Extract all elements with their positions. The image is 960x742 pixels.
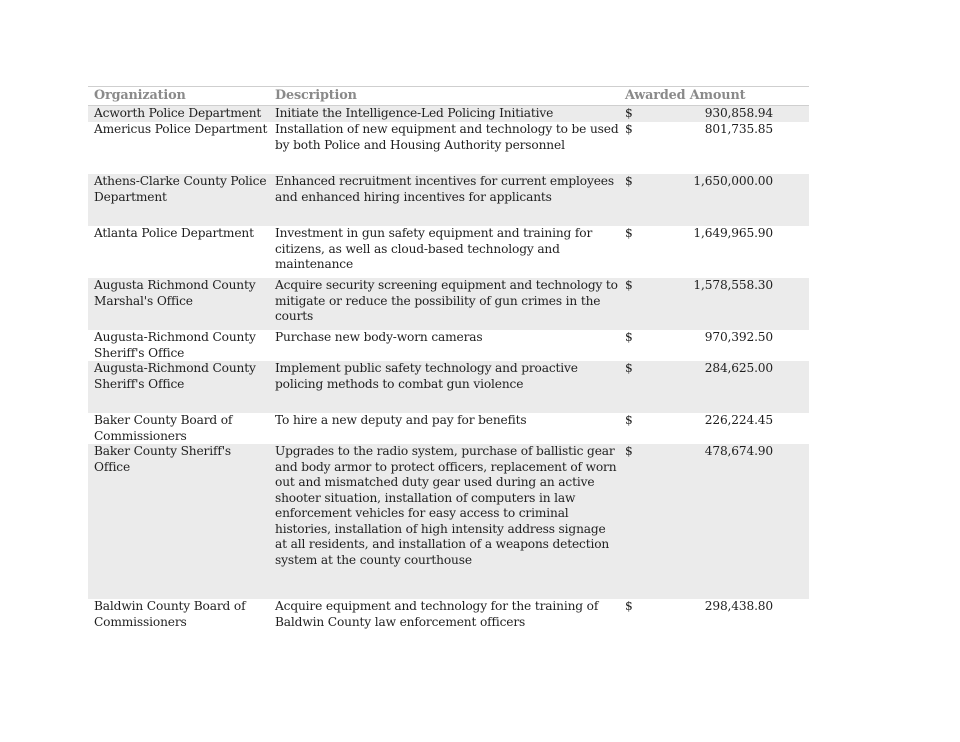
cell-description: Upgrades to the radio system, purchase of ballistic gear and body armor to protect officers, replacement of worn out and mismatched duty gear used during an active shooter situation, installation of computers in law enforcement vehicles for easy access to criminal histories, installation of high intensity address signage at all residents, and installation of a weapons detection system at the county courthouse <box>269 444 619 599</box>
cell-amount: 478,674.90 <box>653 444 809 599</box>
table-row <box>88 106 809 123</box>
cell-description: Implement public safety technology and proactive policing methods to combat gun violence <box>269 361 619 413</box>
cell-amount: 226,224.45 <box>704 413 774 427</box>
cell-currency: $ <box>625 330 633 344</box>
table-row <box>88 361 809 413</box>
cell-amount: 801,735.85 <box>704 122 774 136</box>
cell-organization: Atlanta Police Department <box>94 226 254 240</box>
cell-description: Acquire equipment and technology for the training of Baldwin County law enforcement officers <box>275 599 599 629</box>
cell-currency: $ <box>625 226 633 240</box>
cell-organization: Baker County Board of Commissioners <box>94 413 233 443</box>
cell-currency: $ <box>625 413 633 427</box>
table-row <box>88 444 809 599</box>
table-row <box>88 330 809 361</box>
table-row <box>88 278 809 330</box>
cell-currency: $ <box>619 174 653 226</box>
cell-description: To hire a new deputy and pay for benefits <box>275 413 527 427</box>
table-row <box>88 599 809 639</box>
cell-currency: $ <box>619 361 653 413</box>
cell-organization: Athens-Clarke County Police Department <box>88 174 269 226</box>
cell-description: Acquire security screening equipment and technology to mitigate or reduce the possibility of gun crimes in the courts <box>269 278 619 330</box>
cell-organization: Augusta Richmond County Marshal's Office <box>88 278 269 330</box>
cell-description: Purchase new body-worn cameras <box>275 330 483 344</box>
table-row <box>88 226 809 278</box>
cell-organization: Augusta-Richmond County Sheriff's Office <box>88 361 269 413</box>
cell-amount: 930,858.94 <box>653 106 809 123</box>
cell-currency: $ <box>619 106 653 123</box>
header-organization: Organization <box>88 87 269 106</box>
cell-currency: $ <box>625 599 633 613</box>
cell-organization: Baker County Sheriff's Office <box>88 444 269 599</box>
table-row <box>88 174 809 226</box>
table-body <box>88 106 809 640</box>
header-awarded-amount: Awarded Amount <box>619 87 809 106</box>
cell-description: Enhanced recruitment incentives for current employees and enhanced hiring incentives for applicants <box>269 174 619 226</box>
cell-organization: Acworth Police Department <box>88 106 269 123</box>
cell-currency: $ <box>625 122 633 136</box>
awards-table <box>88 86 809 639</box>
cell-amount: 1,650,000.00 <box>653 174 809 226</box>
cell-description: Investment in gun safety equipment and training for citizens, as well as cloud-based technology and maintenance <box>275 226 593 271</box>
table-row <box>88 122 809 174</box>
cell-amount: 1,578,558.30 <box>653 278 809 330</box>
cell-organization: Augusta-Richmond County Sheriff's Office <box>94 330 256 360</box>
table-row <box>88 413 809 444</box>
cell-description: Installation of new equipment and technology to be used by both Police and Housing Authority personnel <box>275 122 619 152</box>
cell-amount: 970,392.50 <box>704 330 774 344</box>
cell-organization: Americus Police Department <box>94 122 268 136</box>
cell-currency: $ <box>619 278 653 330</box>
cell-amount: 1,649,965.90 <box>693 226 774 240</box>
table-header <box>88 87 809 106</box>
cell-amount: 284,625.00 <box>653 361 809 413</box>
header-description: Description <box>269 87 619 106</box>
cell-currency: $ <box>619 444 653 599</box>
header-row <box>88 87 809 106</box>
cell-organization: Baldwin County Board of Commissioners <box>94 599 246 629</box>
cell-description: Initiate the Intelligence-Led Policing Initiative <box>269 106 619 123</box>
cell-amount: 298,438.80 <box>704 599 774 613</box>
